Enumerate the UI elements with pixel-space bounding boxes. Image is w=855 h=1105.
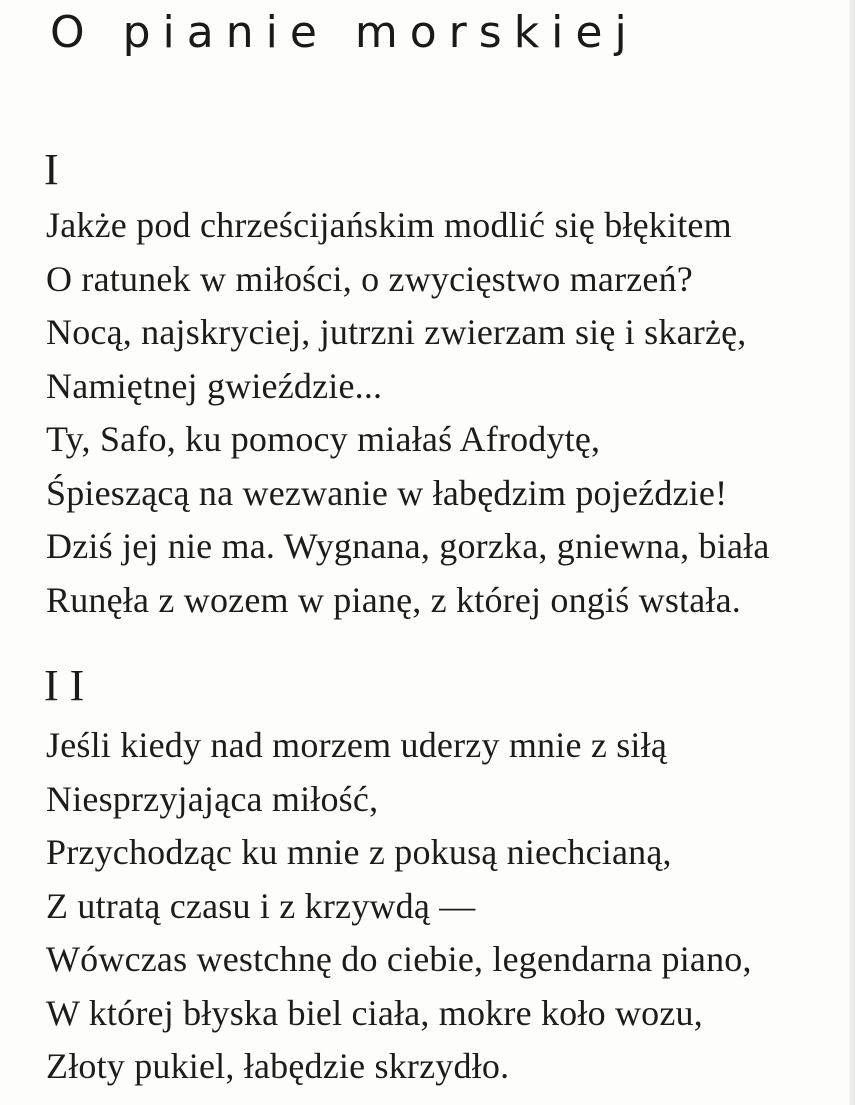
verse-line: O ratunek w miłości, o zwycięstwo marzeń? bbox=[46, 258, 693, 299]
verse-line: Niesprzyjająca miłość, bbox=[46, 778, 379, 819]
verse-line: Z utratą czasu i z krzywdą — bbox=[46, 885, 476, 926]
verse-line: W której błyska biel ciała, mokre koło wozu, bbox=[46, 992, 703, 1033]
verse-line: Śpieszącą na wezwanie w łabędzim pojeździe! bbox=[46, 472, 728, 513]
section-number-2: I I bbox=[44, 661, 85, 710]
verse-line: Nocą, najskryciej, jutrzni zwierzam się i skarżę, bbox=[46, 312, 747, 352]
verse-line: Jakże pod chrześcijańskim modlić się błękitem bbox=[46, 205, 732, 245]
verse-line: Wówczas westchnę do ciebie, legendarna piano, bbox=[46, 939, 752, 979]
stanza-2 bbox=[46, 719, 752, 1094]
verse-line: Złoty pukiel, łabędzie skrzydło. bbox=[46, 1046, 510, 1086]
stanza-1 bbox=[46, 199, 770, 627]
verse-line: Ty, Safo, ku pomocy miałaś Afrodytę, bbox=[46, 419, 601, 459]
section-number-1: I bbox=[44, 145, 59, 194]
page-edge-shadow bbox=[849, 0, 855, 1105]
verse-line: Jeśli kiedy nad morzem uderzy mnie z siłą bbox=[46, 725, 668, 765]
verse-line: Przychodząc ku mnie z pokusą niechcianą, bbox=[46, 832, 672, 872]
verse-line: Dziś jej nie ma. Wygnana, gorzka, gniewna, biała bbox=[46, 526, 770, 566]
verse-line: Namiętnej gwieździe... bbox=[46, 365, 383, 406]
verse-line: Runęła z wozem w pianę, z której ongiś wstała. bbox=[46, 579, 741, 620]
poem-title: O pianie morskiej bbox=[50, 7, 639, 58]
